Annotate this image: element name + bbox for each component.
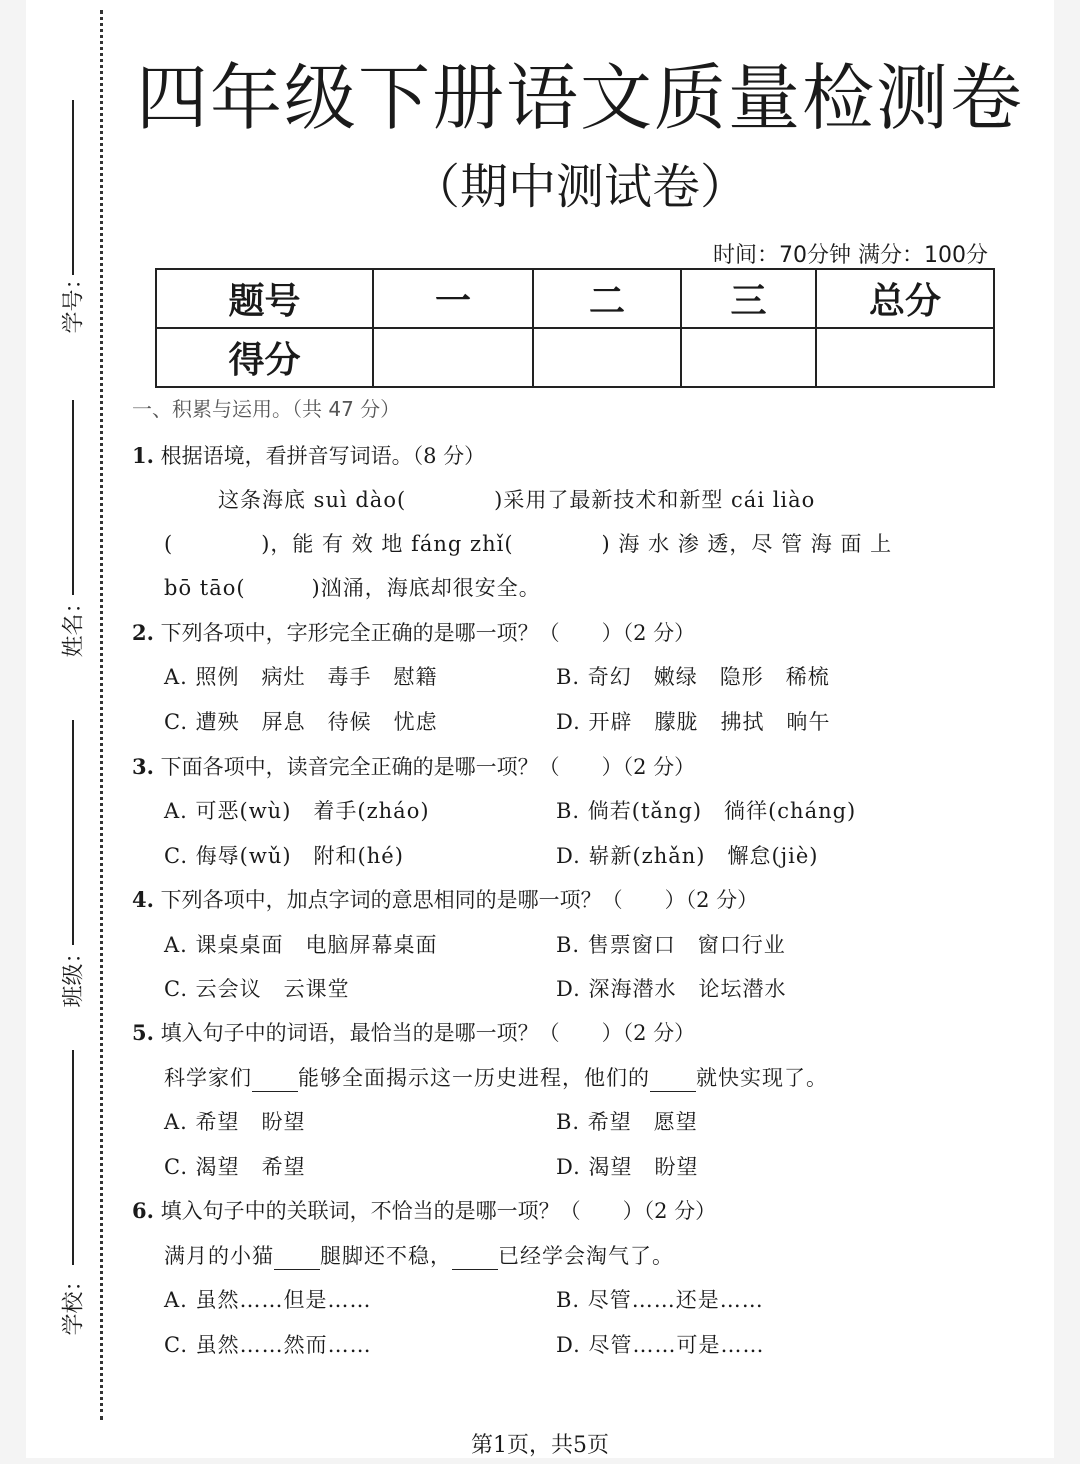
fill-blank[interactable] <box>452 1251 498 1270</box>
sentence-part: 满月的小猫 <box>164 1244 274 1268</box>
option-b[interactable]: B. 售票窗口 窗口行业 <box>556 933 786 957</box>
school-line[interactable] <box>72 1050 74 1265</box>
q6-sentence <box>164 1240 674 1270</box>
student-id-field <box>40 100 100 340</box>
q1-line-2: ( )，能 有 效 地 fáng zhǐ( ) 海 水 渗 透，尽 管 海 面 上 <box>164 532 893 556</box>
question-4 <box>132 884 758 914</box>
option-c[interactable]: C. 云会议 云课堂 <box>164 977 350 1001</box>
class-label: 班级： <box>61 941 87 1008</box>
score-cell[interactable] <box>816 328 994 387</box>
class-line[interactable] <box>72 720 74 945</box>
q1-line-1: 这条海底 suì dào( )采用了最新技术和新型 cái liào <box>218 488 816 512</box>
sentence-part: 已经学会淘气了。 <box>498 1244 674 1268</box>
score-cell[interactable] <box>373 328 533 387</box>
class-field <box>40 720 100 1010</box>
fill-blank[interactable] <box>274 1251 320 1270</box>
question-number: 4. <box>132 887 154 912</box>
option-a[interactable]: A. 希望 盼望 <box>164 1110 306 1134</box>
option-c[interactable]: C. 侮辱(wǔ) 附和(hé) <box>164 844 404 868</box>
question-text: 下面各项中，读音完全正确的是哪一项？（ ）（2 分） <box>160 755 696 779</box>
question-number: 5. <box>132 1020 154 1045</box>
question-5 <box>132 1017 695 1047</box>
question-number: 6. <box>132 1198 154 1223</box>
question-text: 填入句子中的关联词，不恰当的是哪一项？（ ）（2 分） <box>160 1199 717 1223</box>
score-header-cell: 总分 <box>816 269 994 328</box>
option-c[interactable]: C. 虽然……然而…… <box>164 1333 372 1357</box>
page-title: 四年级下册语文质量检测卷 <box>135 56 1024 140</box>
question-text: 根据语境，看拼音写词语。（8 分） <box>160 444 486 468</box>
option-d[interactable]: D. 尽管……可是…… <box>556 1333 765 1357</box>
fill-blank[interactable] <box>650 1073 696 1092</box>
option-b[interactable]: B. 希望 愿望 <box>556 1110 698 1134</box>
q1-line-3: bō tāo( )汹涌，海底却很安全。 <box>164 576 541 600</box>
question-number: 3. <box>132 754 154 779</box>
score-header-cell: 三 <box>681 269 816 328</box>
school-label: 学校： <box>61 1269 87 1336</box>
option-d[interactable]: D. 崭新(zhǎn) 懈怠(jiè) <box>556 844 819 868</box>
option-d[interactable]: D. 开辟 朦胧 拂拭 晌午 <box>556 710 831 734</box>
name-line[interactable] <box>72 400 74 595</box>
q5-sentence <box>164 1062 828 1092</box>
option-b[interactable]: B. 倘若(tǎng) 徜徉(cháng) <box>556 799 857 823</box>
name-label: 姓名： <box>61 591 87 658</box>
question-number: 2. <box>132 620 154 645</box>
page-subtitle: （期中测试卷） <box>411 159 748 215</box>
page-number: 第1页，共5页 <box>471 1433 609 1458</box>
score-cell[interactable] <box>533 328 681 387</box>
sentence-part: 科学家们 <box>164 1066 252 1090</box>
option-a[interactable]: A. 课桌桌面 电脑屏幕桌面 <box>164 933 438 957</box>
question-text: 填入句子中的词语，最恰当的是哪一项？（ ）（2 分） <box>160 1021 696 1045</box>
question-6 <box>132 1195 716 1225</box>
student-id-label: 学号： <box>61 267 87 334</box>
question-1 <box>132 440 485 470</box>
exam-meta: 时间：70分钟 满分：100分 <box>713 243 988 268</box>
sentence-part: 腿脚还不稳， <box>320 1244 452 1268</box>
question-text: 下列各项中，字形完全正确的是哪一项？（ ）（2 分） <box>160 621 696 645</box>
score-header-cell: 一 <box>373 269 533 328</box>
question-text: 下列各项中，加点字词的意思相同的是哪一项？（ ）（2 分） <box>160 888 759 912</box>
binding-dashed-line <box>100 10 103 1420</box>
option-b[interactable]: B. 奇幻 嫩绿 隐形 稀梳 <box>556 665 830 689</box>
score-table <box>155 268 995 388</box>
option-c[interactable]: C. 渴望 希望 <box>164 1155 306 1179</box>
question-3 <box>132 751 695 781</box>
name-field <box>40 400 100 670</box>
score-header-cell: 二 <box>533 269 681 328</box>
option-d[interactable]: D. 深海潜水 论坛潜水 <box>556 977 787 1001</box>
option-a[interactable]: A. 可恶(wù) 着手(zháo) <box>164 799 430 823</box>
option-a[interactable]: A. 虽然……但是…… <box>164 1288 372 1312</box>
fill-blank[interactable] <box>252 1073 298 1092</box>
option-a[interactable]: A. 照例 病灶 毒手 慰籍 <box>164 665 438 689</box>
sentence-part: 就快实现了。 <box>696 1066 828 1090</box>
section-heading: 一、积累与运用。（共 47 分） <box>132 397 401 421</box>
sentence-part: 能够全面揭示这一历史进程，他们的 <box>298 1066 650 1090</box>
school-field <box>40 1050 100 1340</box>
score-table-header-row <box>156 269 994 328</box>
score-table-score-row <box>156 328 994 387</box>
score-row-label: 得分 <box>156 328 373 387</box>
option-b[interactable]: B. 尽管……还是…… <box>556 1288 764 1312</box>
option-c[interactable]: C. 遭殃 屏息 待候 忧虑 <box>164 710 438 734</box>
score-cell[interactable] <box>681 328 816 387</box>
option-d[interactable]: D. 渴望 盼望 <box>556 1155 699 1179</box>
student-id-line[interactable] <box>72 100 74 275</box>
question-2 <box>132 617 695 647</box>
score-header-cell: 题号 <box>156 269 373 328</box>
question-number: 1. <box>132 443 154 468</box>
